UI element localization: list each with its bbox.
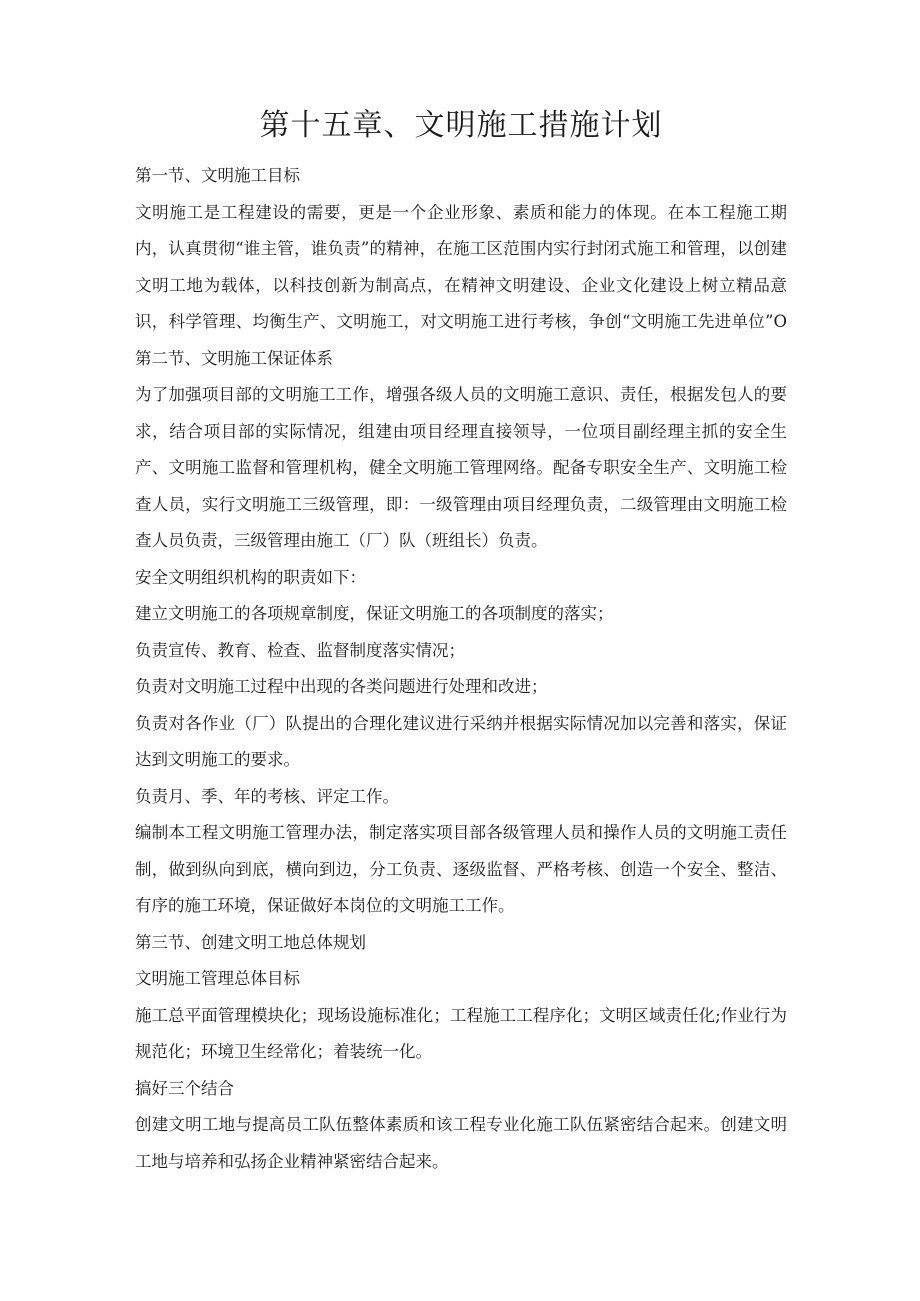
paragraph: 为了加强项目部的文明施工工作，增强各级人员的文明施工意识、责任，根据发包人的要求，结合项目部的实际情况，组建由项目经理直接领导，一位项目副经理主抓的安全生产、文明施工监督和管理机构，健全文明施工管理网络。配备专职安全生产、文明施工检查人员，实行文明施工三级管理，即：一级管理由项目经理负责，二级管理由文明施工检查人员负责，三级管理由施工（厂）队（班组长）负责。 [135, 385, 787, 550]
document-title: 第十五章、文明施工措施计划 [259, 108, 663, 143]
duty-item: 建立文明施工的各项规章制度，保证文明施工的各项制度的落实； [135, 604, 614, 623]
duty-item: 编制本工程文明施工管理办法，制定落实项目部各级管理人员和操作人员的文明施工责任制，做到纵向到底，横向到边，分工负责、逐级监督、严格考核、创造一个安全、整洁、有序的施工环境，保证做好本岗位的文明施工工作。 [135, 823, 787, 915]
section-heading-3: 第三节、创建文明工地总体规划 [135, 932, 366, 952]
duty-item: 负责月、季、年的考核、评定工作。 [135, 786, 399, 806]
paragraph: 施工总平面管理模块化；现场设施标准化；工程施工工程序化；文明区域责任化;作业行为规范化；环境卫生经常化；着装统一化。 [135, 1005, 787, 1061]
duty-item: 负责对文明施工过程中出现的各类问题进行处理和改进； [135, 677, 548, 696]
document-page [135, 104, 787, 1180]
duty-item: 负责对各作业（厂）队提出的合理化建议进行采纳并根据实际情况加以完善和落实，保证达到文明施工的要求。 [135, 713, 787, 769]
subheading: 搞好三个结合 [135, 1078, 234, 1098]
paragraph: 文明施工是工程建设的需要，更是一个企业形象、素质和能力的体现。在本工程施工期内，认真贯彻“谁主管，谁负责”的精神，在施工区范围内实行封闭式施工和管理，以创建文明工地为载体，以科技创新为制高点，在精神文明建设、企业文化建设上树立精品意识，科学管理、均衡生产、文明施工，对文明施工进行考核，争创“文明施工先进单位”O第二节、文明施工保证体系 [135, 202, 787, 368]
paragraph: 安全文明组织机构的职责如下： [135, 567, 366, 587]
paragraph: 创建文明工地与提高员工队伍整体素质和该工程专业化施工队伍紧密结合起来。创建文明工地与培养和弘扬企业精神紧密结合起来。 [135, 1115, 787, 1171]
subheading: 文明施工管理总体目标 [135, 969, 300, 988]
duty-item: 负责宣传、教育、检查、监督制度落实情况； [135, 640, 465, 660]
section-heading-1: 第一节、文明施工目标 [135, 166, 300, 185]
